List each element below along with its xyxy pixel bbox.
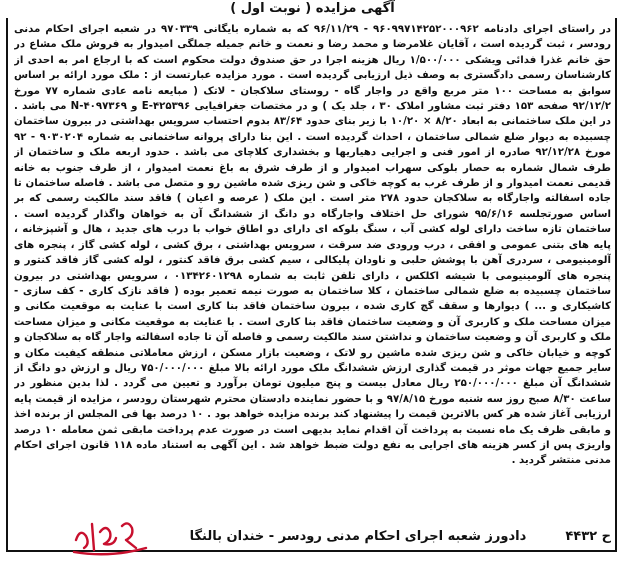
- notice-body: در راستای اجرای دادنامه ۹۶۰۹۹۷۱۴۲۵۲۰۰۰۹۶۲ - ۹۶/۱۱/۲۹ که به شماره بایگانی ۹۷۰۳۳۹ در شعبه اجرای احکام مدنی رودسر ، ثبت گردیده است ، آقایان غلامرضا و محمد رضا و نعمت و خانم جمیله جملگی امیدوار به فروش ملک مشاع در حق خانم غذرا فدائی ویشکی ۱/۵۰۰/۰۰۰ ریال هزینه اجرا در حق صندوق دولت محکوم است که با ارجاع امر به احدی از کارشناسان رسمی دادگستری به وصف ذیل ارزیابی گردیده است . مورد مزایده عبارتست از : ملک مورد ارائه بر اساس سوابق به مساحت ۱۰۰ متر مربع واقع در واجار گاه - روستای سلاکجان - لاتک ( مبایعه نامه عادی شماره ۷۷ مورخ ۹۲/۱۲/۲ صفحه ۱۵۳ دفتر ثبت مشاور املاک ۳۰ ، جلد یک ) و در مختصات جغرافیایی ۴۲۵۳۹۶-E و ۴۰۹۷۳۶۹-N می باشد . در این ملک ساختمانی به ابعاد ۸/۲۰ × ۱۰/۲۰ با زیر بنای حدود ۸۳/۶۴ بدوم احتساب سرویس بهداشتی در بیرون ساختمان چسبیده به دیوار ضلع شمالی ساختمان ، احداث گردیده است . این بنا دارای پروانه ساختمانی به شماره ۹۰۳۰۲۰۴ - ۹۲ مورخ ۹۲/۱۲/۲۸ صادره از امور فنی و اجرایی دهیاریها و بخشداری کلاچای می باشد . حدود اربعه ملک و ساختمان از طرف شمال شماره به حصار بلوکی سهراب امیدوار و از طرف شرق به باغ نعمت امیدوار ، از طرف جنوب به خانه قدیمی نعمت امیدوار و از طرف غرب به کوچه خاکی و شن ریزی شده ماشین رو و متصل می باشد . فاصله ساختمان تا جاده اسفالته واجارگاه به سلاکجان حدود ۲۷۸ متر است . این ملک ( عرصه و اعیان ) فاقد سند مالکیت رسمی که بر اساس صورتجلسه ۹۵/۶/۱۶ شورای حل اختلاف واجارگاه دو دانگ از ششدانگ آن به خواهان واگذار گردیده است . ساختمان تازه ساخت دارای لوله کشی آب ، سنگ بلوکه ای دارای دو اطاق خواب با درب های جدید ، هال و آشپزخانه ، پایه های بتنی عمومی و افقی ، درب ورودی ضد سرقت ، سرویس بهداشتی ، برق کشی ، لوله کشی گاز ، پنجره های آلومینیومی ، سردری آهن با پوشش حلبی و ناودان پلیکالی ، سیم کشی برق فاقد کنتور ، لوله کشی گاز فاقد کنتور و پنجره های آلومینیومی با شیشه اکلکس ، دارای تلفن ثابت به شماره ۰۱۳۴۲۶۰۱۲۹۸ ، سرویس بهداشتی در بیرون ساختمان چسبیده به ضلع شمالی ساختمان ، کلا ساختمان به صورت نیمه تعمیر بوده ( فاقد نازک کاری - کف سازی - کاشیکاری و ... ) دیوارها و سقف گچ کاری شده ، بیرون ساختمان فاقد بنا کاری است با عنایت به موقعیت مکانی و میزان مساحت ملک و کاربری آن و وضعیت ساختمان فاقد بنا کاری است . با عنایت به موقعیت مکانی و میزان مساحت ملک و کاربری آن و وضعیت ساختمان و نداشتن سند مالکیت رسمی و فاصله آن تا جاده اسفالته واجار گاه به سلاکجان و کوچه و خیابان خاکی و شن ریزی شده ماشین رو لاتک ، وضعیت بازار مسکن ، ارزش معاملاتی منطقه کیفیت مکان و سایر جمیع جهات موثر در قیمت گذاری ارزش ششدانگ ملک مورد ارائه بالا مبلغ ۷۵۰/۰۰۰/۰۰۰ ریال و ارزش دو دانگ از ششدانگ آن مبلغ ۲۵۰/۰۰۰/۰۰۰ ریال معادل بیست و پنج میلیون تومان برآورد و تعیین می گردد . لذا بدین منظور در ساعت ۸/۳۰ صبح روز سه شنبه مورخ ۹۷/۸/۱۵ و با حضور نماینده دادستان محترم شهرستان رودسر ، مزایده از قیمت پایه ارزیابی آغاز شده هر کس بالاترین قیمت را پیشنهاد کند برنده مزایده خواهد بود . ۱۰ درصد بها فی المجلس از برنده اخذ و مابقی ظرف یک ماه نسبت به پرداخت آن اقدام نماید بدیهی است در صورت عدم پرداخت مابقی ثمن معامله ۱۰ درصد واریزی پس از کسر هزینه های اجرایی به نفع دولت ضبط خواهد شد . این آگهی به استناد ماده ۱۱۸ قانون اجرای احکام مدنی منتشر گردید .: [14, 24, 611, 467]
- notice-title: [0, 0, 625, 18]
- handwritten-mark-icon: [70, 510, 150, 558]
- footer-code: ح ۴۴۳۲: [565, 529, 611, 544]
- notice-title-text: آگهی مزایده ( نوبت اول ): [224, 1, 400, 16]
- footer-signature: دادورز شعبه اجرای احکام مدنی رودسر - خندان بالنگا: [189, 529, 527, 544]
